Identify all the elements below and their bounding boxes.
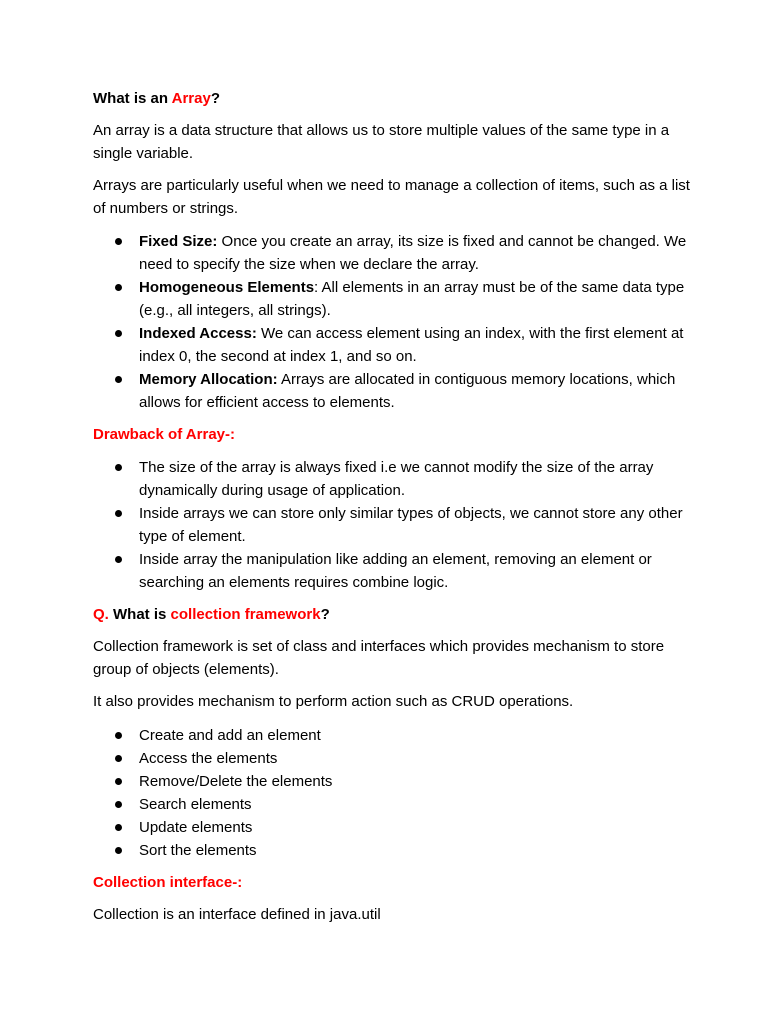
bullet-icon — [115, 847, 122, 854]
heading-highlight-array: Array — [171, 90, 211, 107]
paragraph-collection-definition: Collection framework is set of class and interfaces which provides mechanism to store group of objects (elements). — [93, 638, 665, 678]
bullet-icon — [115, 464, 122, 471]
paragraph-array-definition: An array is a data structure that allows us to store multiple values of the same type in a single variable. — [93, 122, 670, 162]
bullet-icon — [115, 330, 122, 337]
feature-text: Arrays are allocated in contiguous memory locations, which allows for efficient access to elements. — [139, 371, 676, 411]
list-item — [93, 322, 693, 368]
drawback-text: The size of the array is always fixed i.e we cannot modify the size of the array dynamically during usage of application. — [139, 459, 654, 499]
list-item — [93, 456, 693, 502]
operation-text: Search elements — [139, 795, 252, 813]
bullet-icon — [115, 376, 122, 383]
feature-term: Fixed Size: — [139, 233, 218, 250]
bullet-icon — [115, 732, 122, 739]
heading-collection-interface: Collection interface-: — [93, 873, 243, 891]
paragraph-crud: It also provides mechanism to perform action such as CRUD operations. — [93, 693, 574, 710]
heading-drawback-of-array: Drawback of Array-: — [93, 426, 235, 443]
bullet-icon — [115, 284, 122, 291]
feature-text: We can access element using an index, with the first element at index 0, the second at index 1, and so on. — [139, 325, 684, 365]
operation-text: Sort the elements — [139, 841, 257, 859]
document-content — [93, 88, 693, 936]
drawback-text: Inside arrays we can store only similar types of objects, we cannot store any other type of element. — [139, 505, 683, 545]
feature-term: Memory Allocation: — [139, 371, 278, 388]
drawback-text: Inside array the manipulation like adding an element, removing an element or searching an elements requires combine logic. — [139, 551, 652, 591]
list-item — [93, 747, 693, 770]
feature-text: : All elements in an array must be of the same data type (e.g., all integers, all strings). — [139, 279, 685, 319]
heading-prefix: What is — [108, 606, 171, 623]
operation-text: Access the elements — [139, 749, 278, 767]
list-item — [93, 816, 693, 839]
bullet-icon — [115, 556, 122, 563]
list-item — [93, 230, 693, 276]
question-marker: Q. — [93, 606, 109, 623]
feature-term: Homogeneous Elements — [139, 279, 315, 296]
feature-text: Once you create an array, its size is fixed and cannot be changed. We need to specify the size when we declare the array. — [139, 233, 687, 273]
heading-what-is-collection-framework — [93, 604, 693, 626]
feature-term: Indexed Access: — [139, 325, 257, 342]
operation-text: Update elements — [139, 818, 253, 836]
heading-highlight-collection-framework: collection framework — [170, 606, 321, 623]
bullet-icon — [115, 238, 122, 245]
operation-text: Remove/Delete the elements — [139, 772, 333, 790]
paragraph-collection-interface: Collection is an interface defined in java.util — [93, 905, 381, 923]
bullet-icon — [115, 510, 122, 517]
paragraph-array-usefulness: Arrays are particularly useful when we need to manage a collection of items, such as a list of numbers or strings. — [93, 177, 690, 217]
bullet-icon — [115, 778, 122, 785]
list-item — [93, 839, 693, 862]
array-features-list — [93, 230, 693, 414]
list-item — [93, 276, 693, 322]
list-item — [93, 793, 693, 816]
list-item — [93, 548, 693, 594]
bullet-icon — [115, 801, 122, 808]
heading-prefix: What is an — [93, 90, 172, 107]
drawbacks-list — [93, 456, 693, 594]
bullet-icon — [115, 824, 122, 831]
operation-text: Create and add an element — [139, 726, 321, 744]
heading-suffix: ? — [320, 606, 330, 623]
operations-list — [93, 724, 693, 862]
list-item — [93, 502, 693, 548]
heading-suffix: ? — [210, 90, 220, 107]
list-item — [93, 724, 693, 747]
list-item — [93, 368, 693, 414]
list-item — [93, 770, 693, 793]
bullet-icon — [115, 755, 122, 762]
heading-what-is-array — [93, 88, 693, 110]
